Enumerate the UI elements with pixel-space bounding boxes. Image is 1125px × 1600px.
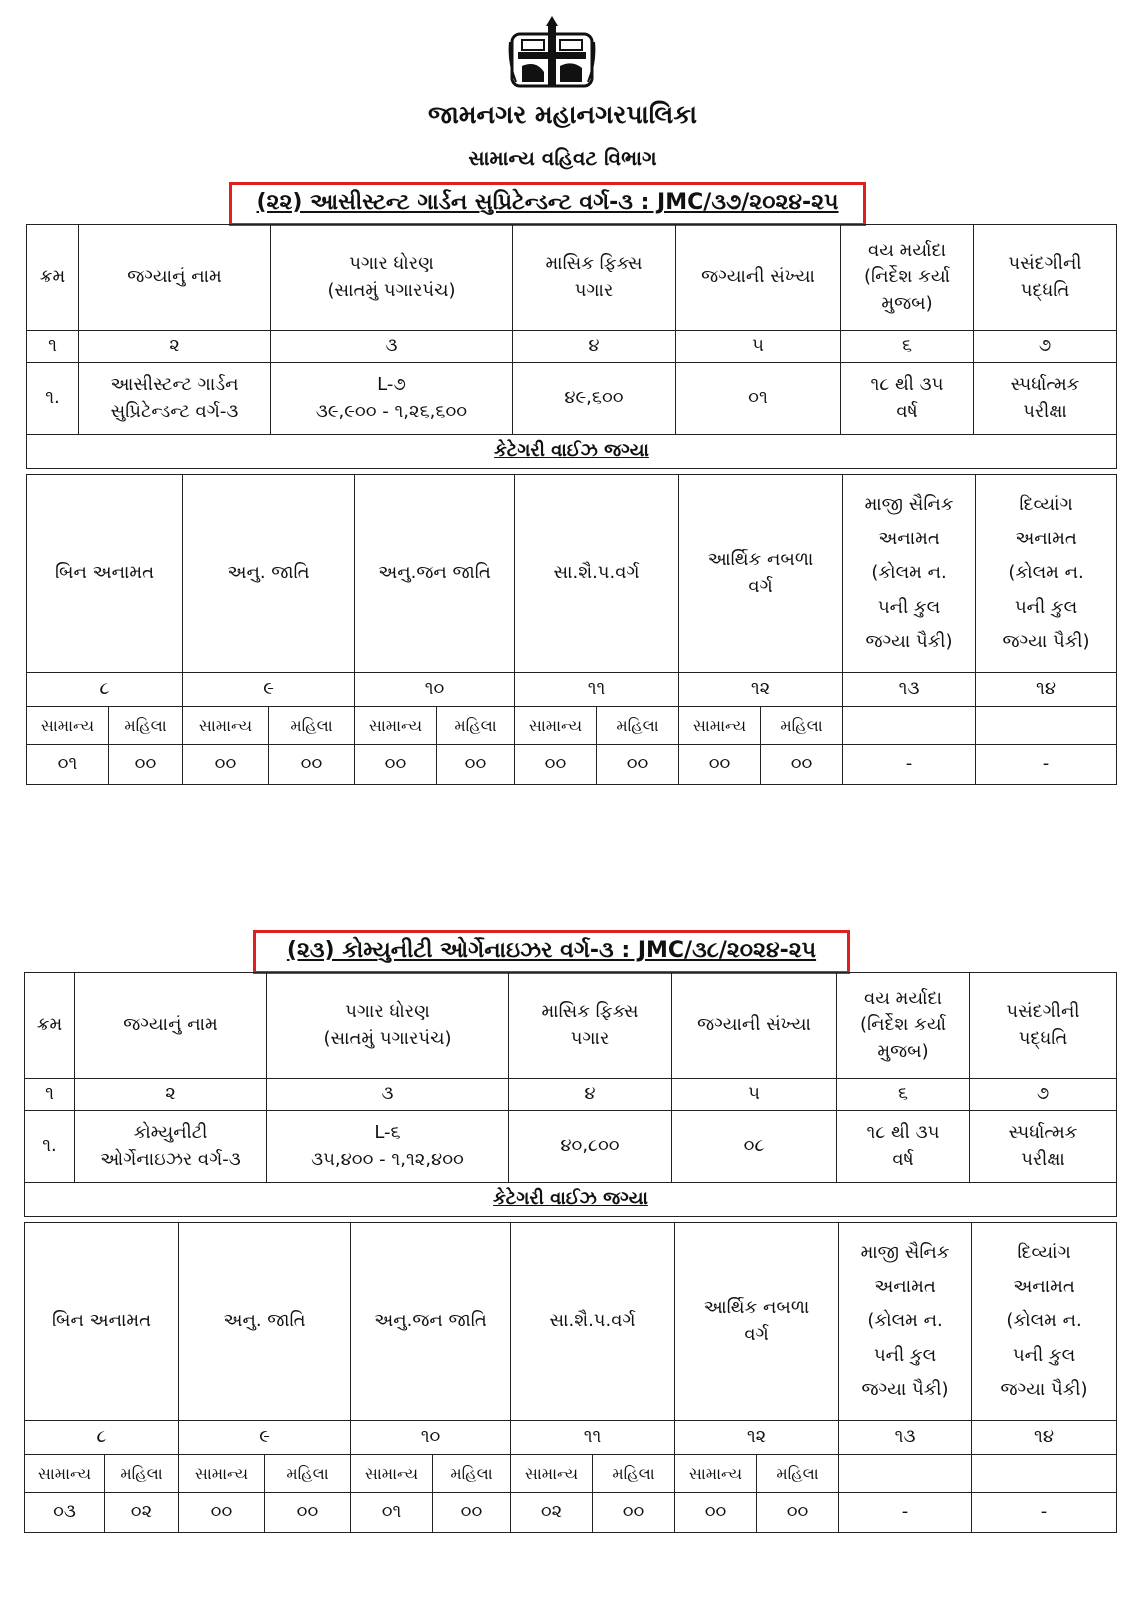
cat-ews: આર્થિક નબળા વર્ગ	[679, 475, 843, 673]
value-cell: ૦૦	[597, 745, 679, 785]
female-label: મહિલા	[593, 1455, 675, 1493]
selection-cell: સ્પર્ધાત્મક પરીક્ષા	[970, 1111, 1117, 1183]
post-details-table	[24, 972, 1117, 1217]
value-cell: ૦૧	[27, 745, 109, 785]
col-number: ૨	[75, 1079, 267, 1111]
category-heading: કેટેગરી વાઈઝ જગ્યા	[25, 1183, 1117, 1217]
value-cell: ૦૧	[351, 1493, 433, 1533]
table-row	[27, 363, 1117, 435]
female-label: મહિલા	[269, 707, 355, 745]
female-label: મહિલા	[437, 707, 515, 745]
value-cell: ૦૦	[179, 1493, 265, 1533]
cat-st: અનુ.જન જાતિ	[351, 1223, 511, 1421]
value-cell: ૦૨	[511, 1493, 593, 1533]
empty-cell	[839, 1455, 972, 1493]
female-label: મહિલા	[265, 1455, 351, 1493]
col-number: ૧૪	[976, 673, 1117, 707]
org-name: જામનગર મહાનગરપાલિકા	[427, 100, 698, 129]
col-number: ૧	[27, 331, 79, 363]
col-number: ૪	[513, 331, 676, 363]
value-cell: -	[843, 745, 976, 785]
col-post-name: જગ્યાનું નામ	[75, 973, 267, 1079]
post-title: (૨૩) કોમ્યુનીટી ઓર્ગેનાઇઝર વર્ગ-૩ : JMC/૩૮/૨૦૨૪-૨૫	[253, 930, 850, 974]
vacancies-cell: ૦૧	[676, 363, 841, 435]
col-number: ૧૨	[675, 1421, 839, 1455]
value-cell: ૦૦	[761, 745, 843, 785]
col-fixed-pay: માસિક ફિક્સ પગાર	[513, 225, 676, 331]
female-label: મહિલા	[757, 1455, 839, 1493]
fixed-pay-cell: ૪૯,૬૦૦	[513, 363, 676, 435]
value-cell: ૦૦	[183, 745, 269, 785]
empty-cell	[843, 707, 976, 745]
col-number: ૧૨	[679, 673, 843, 707]
col-selection: પસંદગીની પદ્ધતિ	[974, 225, 1117, 331]
cat-divyang: દિવ્યાંગ અનામત (કોલમ ન. ૫ની કુલ જગ્યા પૈકી)	[972, 1223, 1117, 1421]
value-cell: ૦૦	[757, 1493, 839, 1533]
value-cell: -	[976, 745, 1117, 785]
jmc-emblem-icon	[508, 12, 596, 92]
table-row	[25, 1111, 1117, 1183]
cat-divyang: દિવ્યાંગ અનામત (કોલમ ન. ૫ની કુલ જગ્યા પૈકી)	[976, 475, 1117, 673]
col-number: ૩	[271, 331, 513, 363]
col-age-limit: વય મર્યાદા (નિર્દેશ કર્યા મુજબ)	[841, 225, 974, 331]
pay-scale-cell: L-૭ ૩૯,૯૦૦ - ૧,૨૬,૬૦૦	[271, 363, 513, 435]
post-name-cell: કોમ્યુનીટી ઓર્ગેનાઇઝર વર્ગ-૩	[75, 1111, 267, 1183]
col-number: ૩	[267, 1079, 509, 1111]
value-cell: ૦૦	[437, 745, 515, 785]
value-cell: ૦૦	[433, 1493, 511, 1533]
col-sr: ક્રમ	[27, 225, 79, 331]
col-post-name: જગ્યાનું નામ	[79, 225, 271, 331]
col-number: ૪	[509, 1079, 672, 1111]
general-label: સામાન્ય	[179, 1455, 265, 1493]
fixed-pay-cell: ૪૦,૮૦૦	[509, 1111, 672, 1183]
empty-cell	[972, 1455, 1117, 1493]
col-number: ૬	[837, 1079, 970, 1111]
general-label: સામાન્ય	[679, 707, 761, 745]
category-table	[24, 1222, 1117, 1533]
pay-scale-cell: L-૬ ૩૫,૪૦૦ - ૧,૧૨,૪૦૦	[267, 1111, 509, 1183]
cat-sebc: સા.શૈ.પ.વર્ગ	[511, 1223, 675, 1421]
sr-cell: ૧.	[27, 363, 79, 435]
age-limit-cell: ૧૮ થી ૩૫ વર્ષ	[837, 1111, 970, 1183]
age-limit-cell: ૧૮ થી ૩૫ વર્ષ	[841, 363, 974, 435]
col-fixed-pay: માસિક ફિક્સ પગાર	[509, 973, 672, 1079]
post-name-cell: આસીસ્ટન્ટ ગાર્ડન સુપ્રિટેન્ડન્ટ વર્ગ-૩	[79, 363, 271, 435]
vacancies-cell: ૦૮	[672, 1111, 837, 1183]
general-label: સામાન્ય	[511, 1455, 593, 1493]
sr-cell: ૧.	[25, 1111, 75, 1183]
general-label: સામાન્ય	[351, 1455, 433, 1493]
col-number: ૧૩	[843, 673, 976, 707]
cat-sc: અનુ. જાતિ	[179, 1223, 351, 1421]
col-number: ૧૧	[515, 673, 679, 707]
department-name: સામાન્ય વહિવટ વિભાગ	[468, 146, 657, 170]
col-vacancies: જગ્યાની સંખ્યા	[672, 973, 837, 1079]
col-number: ૯	[183, 673, 355, 707]
value-cell: ૦૨	[105, 1493, 179, 1533]
col-vacancies: જગ્યાની સંખ્યા	[676, 225, 841, 331]
col-number: ૧૦	[351, 1421, 511, 1455]
cat-ews: આર્થિક નબળા વર્ગ	[675, 1223, 839, 1421]
cat-st: અનુ.જન જાતિ	[355, 475, 515, 673]
col-number: ૫	[672, 1079, 837, 1111]
col-number: ૧	[25, 1079, 75, 1111]
cat-unreserved: બિન અનામત	[25, 1223, 179, 1421]
female-label: મહિલા	[105, 1455, 179, 1493]
col-number: ૧૪	[972, 1421, 1117, 1455]
female-label: મહિલા	[761, 707, 843, 745]
general-label: સામાન્ય	[27, 707, 109, 745]
value-cell: ૦૩	[25, 1493, 105, 1533]
post-details-table	[26, 224, 1117, 469]
col-number: ૮	[25, 1421, 179, 1455]
col-pay-scale: પગાર ધોરણ (સાતમું પગારપંચ)	[267, 973, 509, 1079]
general-label: સામાન્ય	[183, 707, 269, 745]
value-cell: ૦૦	[265, 1493, 351, 1533]
value-cell: -	[839, 1493, 972, 1533]
value-cell: ૦૦	[593, 1493, 675, 1533]
col-number: ૯	[179, 1421, 351, 1455]
col-number: ૧૧	[511, 1421, 675, 1455]
col-number: ૨	[79, 331, 271, 363]
col-number: ૧૦	[355, 673, 515, 707]
cat-ex-servicemen: માજી સૈનિક અનામત (કોલમ ન. ૫ની કુલ જગ્યા પૈકી)	[839, 1223, 972, 1421]
general-label: સામાન્ય	[515, 707, 597, 745]
col-selection: પસંદગીની પદ્ધતિ	[970, 973, 1117, 1079]
general-label: સામાન્ય	[675, 1455, 757, 1493]
col-age-limit: વય મર્યાદા (નિર્દેશ કર્યા મુજબ)	[837, 973, 970, 1079]
table-row	[25, 1493, 1117, 1533]
col-number: ૫	[676, 331, 841, 363]
value-cell: ૦૦	[355, 745, 437, 785]
cat-sebc: સા.શૈ.પ.વર્ગ	[515, 475, 679, 673]
table-row	[27, 745, 1117, 785]
col-sr: ક્રમ	[25, 973, 75, 1079]
col-number: ૮	[27, 673, 183, 707]
female-label: મહિલા	[109, 707, 183, 745]
category-heading: કેટેગરી વાઈઝ જગ્યા	[27, 435, 1117, 469]
cat-sc: અનુ. જાતિ	[183, 475, 355, 673]
selection-cell: સ્પર્ધાત્મક પરીક્ષા	[974, 363, 1117, 435]
value-cell: ૦૦	[675, 1493, 757, 1533]
value-cell: ૦૦	[679, 745, 761, 785]
female-label: મહિલા	[433, 1455, 511, 1493]
col-pay-scale: પગાર ધોરણ (સાતમું પગારપંચ)	[271, 225, 513, 331]
general-label: સામાન્ય	[355, 707, 437, 745]
female-label: મહિલા	[597, 707, 679, 745]
empty-cell	[976, 707, 1117, 745]
category-table	[26, 474, 1117, 785]
post-title: (૨૨) આસીસ્ટન્ટ ગાર્ડન સુપ્રિટેન્ડન્ટ વર્ગ-૩ : JMC/૩૭/૨૦૨૪-૨૫	[229, 182, 866, 226]
cat-ex-servicemen: માજી સૈનિક અનામત (કોલમ ન. ૫ની કુલ જગ્યા પૈકી)	[843, 475, 976, 673]
col-number: ૬	[841, 331, 974, 363]
value-cell: ૦૦	[269, 745, 355, 785]
general-label: સામાન્ય	[25, 1455, 105, 1493]
value-cell: -	[972, 1493, 1117, 1533]
value-cell: ૦૦	[515, 745, 597, 785]
col-number: ૧૩	[839, 1421, 972, 1455]
col-number: ૭	[970, 1079, 1117, 1111]
value-cell: ૦૦	[109, 745, 183, 785]
cat-unreserved: બિન અનામત	[27, 475, 183, 673]
col-number: ૭	[974, 331, 1117, 363]
